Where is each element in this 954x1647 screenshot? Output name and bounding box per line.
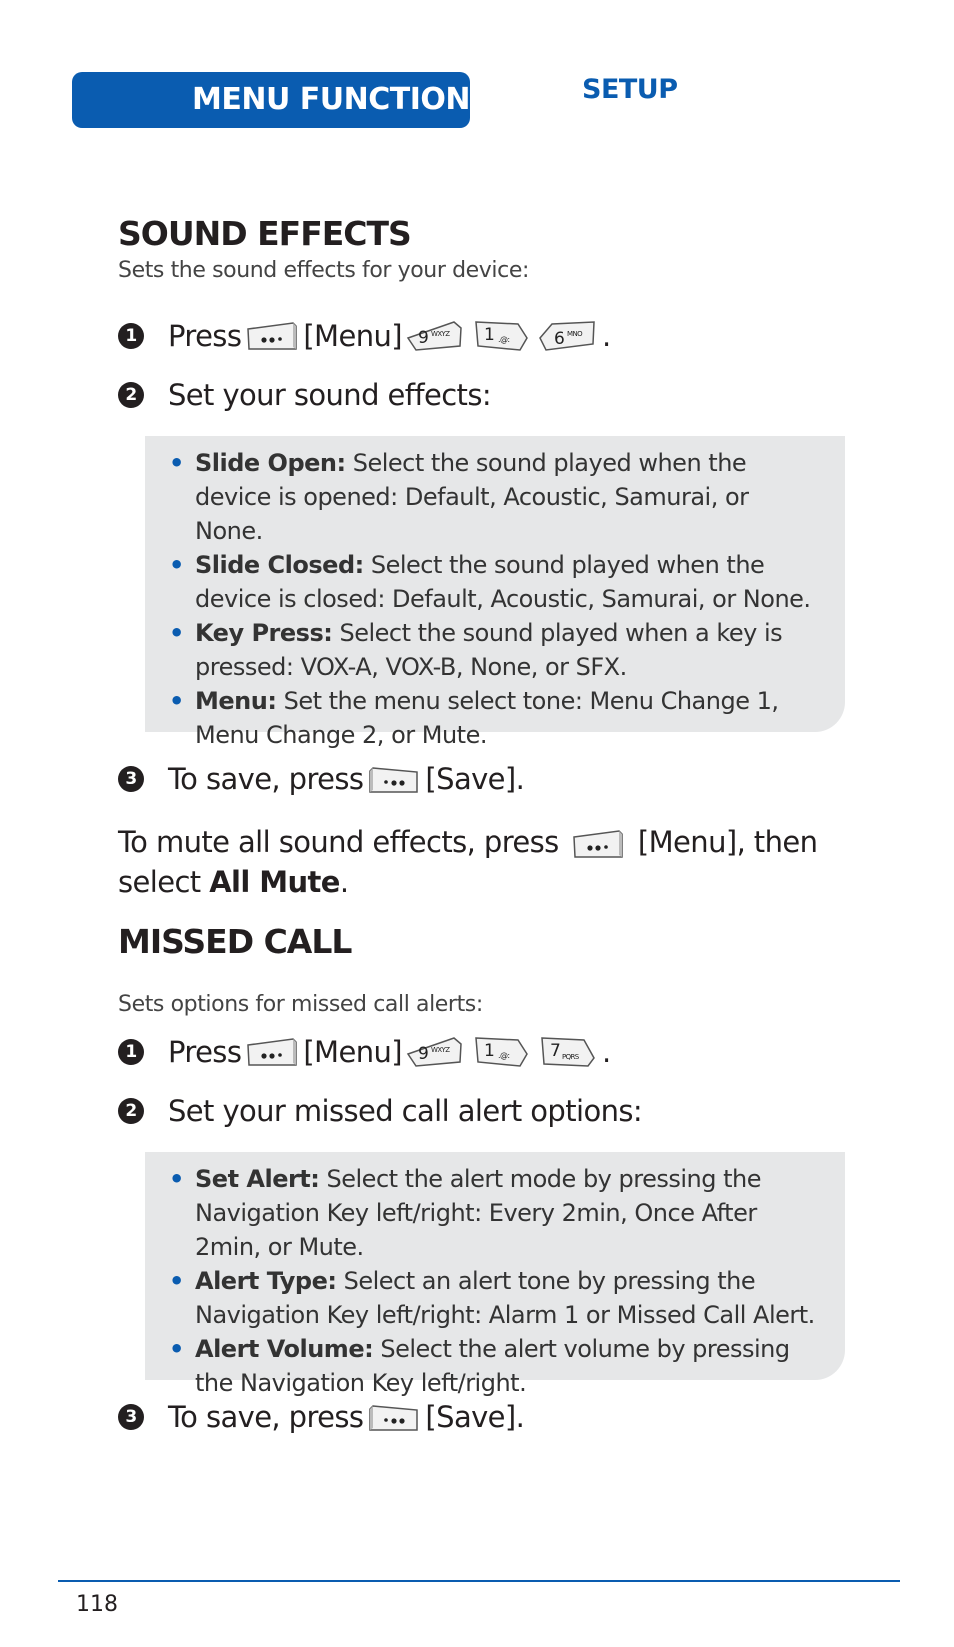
svg-text:9: 9 [417, 1044, 429, 1064]
bullet-icon: • [169, 1267, 184, 1295]
sound-effects-subtitle: Sets the sound effects for your device: [118, 258, 529, 283]
mute-paragraph: To mute all sound effects, press [Menu], then select All Mute. [118, 825, 818, 899]
list-item: • Slide Closed: Select the sound played when the device is closed: Default, Acoustic, Samurai, or None. [167, 548, 821, 616]
missed-step-2 [118, 1094, 642, 1128]
step-number: 2 [118, 382, 144, 408]
list-item: • Slide Open: Select the sound played when the device is opened: Default, Acoustic, Samurai, or None. [167, 446, 821, 548]
step-number: 3 [118, 766, 144, 792]
list-item: • Set Alert: Select the alert mode by pressing the Navigation Key left/right: Every 2min, Once After 2min, or Mute. [167, 1162, 821, 1264]
svg-text:9: 9 [417, 328, 429, 348]
step-press-text: Press [168, 1035, 242, 1069]
key-7-icon [538, 1034, 598, 1070]
sound-effects-title: SOUND EFFECTS [118, 214, 411, 253]
step-press-text: Press [168, 319, 242, 353]
sound-step-1 [118, 318, 611, 354]
soft-key-right-icon [367, 762, 421, 796]
step-text: To save, press [168, 1400, 364, 1434]
section-label: SETUP [582, 74, 678, 105]
page-number: 118 [76, 1592, 118, 1617]
step-number: 1 [118, 323, 144, 349]
missed-call-title: MISSED CALL [118, 922, 352, 961]
bullet-icon: • [169, 551, 184, 579]
bullet-icon: • [169, 449, 184, 477]
key-1-icon [472, 318, 530, 354]
tab-label: MENU FUNCTIONS [192, 82, 492, 117]
soft-key-left-icon [245, 319, 299, 353]
missed-step-1 [118, 1034, 611, 1070]
key-1-icon [472, 1034, 530, 1070]
sound-step-3 [118, 762, 524, 796]
list-item: • Key Press: Select the sound played when a key is pressed: VOX-A, VOX-B, None, or SFX. [167, 616, 821, 684]
soft-key-left-icon [245, 1035, 299, 1069]
missed-call-options-list [167, 1162, 821, 1400]
svg-text:MNO: MNO [566, 330, 582, 338]
bullet-icon: • [169, 619, 184, 647]
step-end-text: . [601, 319, 611, 353]
svg-text:WXYZ: WXYZ [430, 1046, 450, 1054]
all-mute-label: All Mute [209, 865, 340, 899]
step-text: Set your missed call alert options: [168, 1094, 643, 1128]
missed-step-3 [118, 1400, 524, 1434]
soft-key-left-icon [571, 827, 625, 861]
svg-text:6: 6 [553, 329, 565, 349]
step-number: 1 [118, 1039, 144, 1065]
step-number: 3 [118, 1404, 144, 1430]
key-9-icon [406, 1034, 464, 1070]
sound-step-2 [118, 378, 491, 412]
step-end-text: . [601, 1035, 611, 1069]
soft-key-right-icon [367, 1400, 421, 1434]
bullet-icon: • [169, 1165, 184, 1193]
svg-text:7: 7 [549, 1041, 561, 1061]
sound-options-box [145, 436, 845, 749]
key-9-icon [406, 318, 464, 354]
list-item: • Alert Type: Select an alert tone by pressing the Navigation Key left/right: Alarm 1 or Missed Call Alert. [167, 1264, 821, 1332]
missed-call-options-box [145, 1152, 845, 1397]
step-text: To save, press [168, 762, 364, 796]
list-item: • Alert Volume: Select the alert volume by pressing the Navigation Key left/right. [167, 1332, 821, 1400]
step-text: Set your sound effects: [168, 378, 491, 412]
menu-functions-tab [72, 72, 492, 128]
step-menu-text: [Menu] [303, 1035, 402, 1069]
bullet-icon: • [169, 687, 184, 715]
svg-text:PQRS: PQRS [561, 1053, 579, 1061]
bullet-icon: • [169, 1335, 184, 1363]
save-text: [Save]. [425, 762, 525, 796]
svg-text:1: 1 [483, 1041, 495, 1061]
step-menu-text: [Menu] [303, 319, 402, 353]
missed-call-subtitle: Sets options for missed call alerts: [118, 992, 483, 1017]
save-text: [Save]. [425, 1400, 525, 1434]
list-item: • Menu: Set the menu select tone: Menu Change 1, Menu Change 2, or Mute. [167, 684, 821, 752]
key-6-icon [538, 318, 598, 354]
step-number: 2 [118, 1098, 144, 1124]
svg-text:1: 1 [483, 325, 495, 345]
footer-divider [58, 1580, 900, 1582]
sound-options-list [167, 446, 821, 752]
svg-text:.@:: .@: [497, 1051, 510, 1060]
svg-text:WXYZ: WXYZ [430, 330, 450, 338]
svg-text:.@:: .@: [497, 335, 510, 344]
